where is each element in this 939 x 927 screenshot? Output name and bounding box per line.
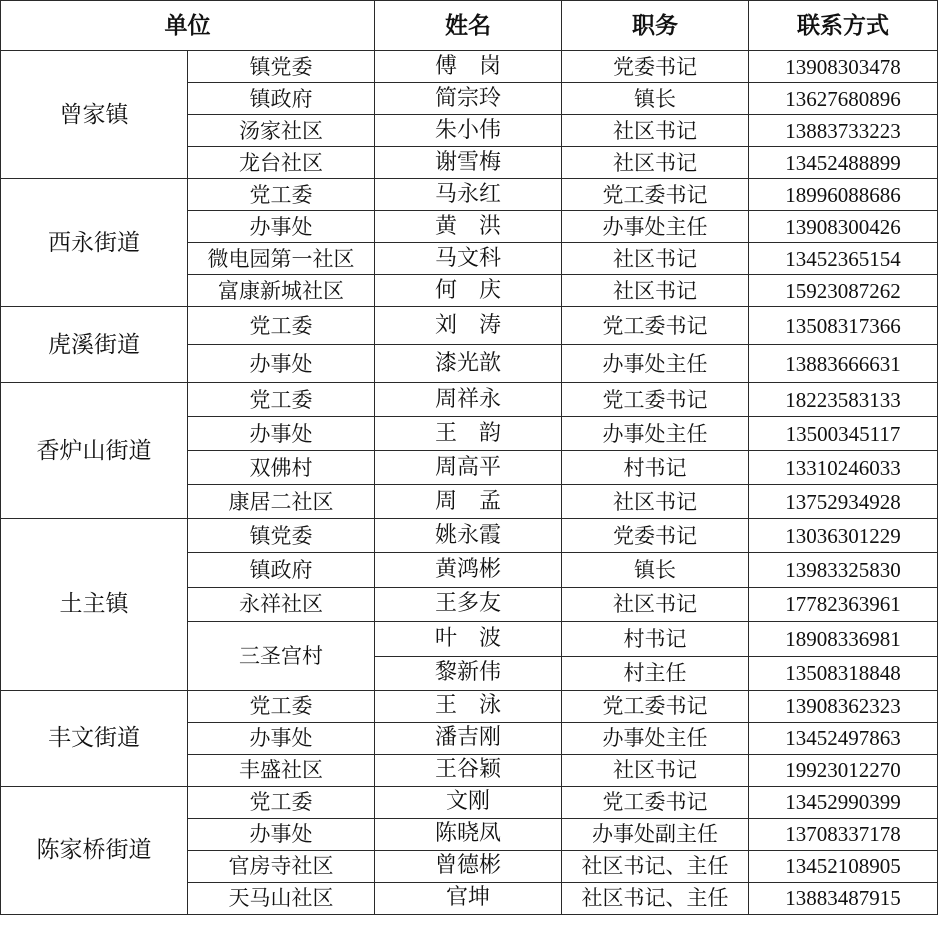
- person-name-cell: 朱小伟: [375, 115, 562, 147]
- phone-cell: 18223583133: [749, 383, 938, 417]
- position-cell: 党工委书记: [562, 786, 749, 818]
- unit-cell: 丰盛社区: [188, 754, 375, 786]
- person-name-cell: 曾德彬: [375, 850, 562, 882]
- person-name-cell: 傅 岗: [375, 51, 562, 83]
- unit-cell: 党工委: [188, 786, 375, 818]
- unit-cell: 富康新城社区: [188, 275, 375, 307]
- position-cell: 村主任: [562, 656, 749, 690]
- person-name-cell: 简宗玲: [375, 83, 562, 115]
- phone-cell: 13452488899: [749, 147, 938, 179]
- person-name-cell: 周高平: [375, 451, 562, 485]
- unit-cell: 党工委: [188, 179, 375, 211]
- org-name-cell: 虎溪街道: [1, 307, 188, 383]
- person-name-cell: 叶 波: [375, 622, 562, 656]
- phone-cell: 13883666631: [749, 345, 938, 383]
- phone-cell: 13983325830: [749, 553, 938, 587]
- unit-cell: 办事处: [188, 818, 375, 850]
- position-cell: 村书记: [562, 451, 749, 485]
- phone-cell: 17782363961: [749, 587, 938, 621]
- unit-cell: 龙台社区: [188, 147, 375, 179]
- header-row: [1, 1, 938, 51]
- table-row: [1, 51, 938, 83]
- phone-cell: 13708337178: [749, 818, 938, 850]
- phone-cell: 19923012270: [749, 754, 938, 786]
- person-name-cell: 潘吉刚: [375, 722, 562, 754]
- unit-cell: 永祥社区: [188, 587, 375, 621]
- org-name-cell: 香炉山街道: [1, 383, 188, 519]
- person-name-cell: 何 庆: [375, 275, 562, 307]
- unit-cell: 办事处: [188, 417, 375, 451]
- table-row: [1, 690, 938, 722]
- header-contact: 联系方式: [749, 1, 938, 51]
- unit-cell: 党工委: [188, 307, 375, 345]
- table-row: [1, 179, 938, 211]
- header-unit: 单位: [1, 1, 375, 51]
- person-name-cell: 陈晓凤: [375, 818, 562, 850]
- position-cell: 党委书记: [562, 519, 749, 553]
- person-name-cell: 王 泳: [375, 690, 562, 722]
- unit-cell: 微电园第一社区: [188, 243, 375, 275]
- unit-cell: 镇政府: [188, 83, 375, 115]
- phone-cell: 13508317366: [749, 307, 938, 345]
- person-name-cell: 王 韵: [375, 417, 562, 451]
- position-cell: 社区书记: [562, 754, 749, 786]
- phone-cell: 13452108905: [749, 850, 938, 882]
- table-row: [1, 786, 938, 818]
- unit-cell: 汤家社区: [188, 115, 375, 147]
- phone-cell: 13500345117: [749, 417, 938, 451]
- unit-cell: 镇政府: [188, 553, 375, 587]
- phone-cell: 13036301229: [749, 519, 938, 553]
- position-cell: 党工委书记: [562, 179, 749, 211]
- position-cell: 社区书记: [562, 243, 749, 275]
- table-row: [1, 383, 938, 417]
- position-cell: 办事处主任: [562, 722, 749, 754]
- unit-cell: 镇党委: [188, 51, 375, 83]
- phone-cell: 13627680896: [749, 83, 938, 115]
- phone-cell: 13508318848: [749, 656, 938, 690]
- unit-cell: 办事处: [188, 722, 375, 754]
- unit-cell: 官房寺社区: [188, 850, 375, 882]
- position-cell: 办事处主任: [562, 417, 749, 451]
- phone-cell: 15923087262: [749, 275, 938, 307]
- person-name-cell: 刘 涛: [375, 307, 562, 345]
- table-body: [1, 51, 938, 915]
- org-name-cell: 陈家桥街道: [1, 786, 188, 914]
- header-name: 姓名: [375, 1, 562, 51]
- phone-cell: 13908300426: [749, 211, 938, 243]
- position-cell: 党工委书记: [562, 307, 749, 345]
- phone-cell: 13883733223: [749, 115, 938, 147]
- position-cell: 党工委书记: [562, 690, 749, 722]
- person-name-cell: 谢雪梅: [375, 147, 562, 179]
- unit-cell: 康居二社区: [188, 485, 375, 519]
- unit-cell: 双佛村: [188, 451, 375, 485]
- unit-cell: 党工委: [188, 383, 375, 417]
- person-name-cell: 漆光歆: [375, 345, 562, 383]
- org-name-cell: 西永街道: [1, 179, 188, 307]
- phone-cell: 18908336981: [749, 622, 938, 656]
- phone-cell: 13452365154: [749, 243, 938, 275]
- position-cell: 社区书记、主任: [562, 882, 749, 914]
- org-name-cell: 土主镇: [1, 519, 188, 691]
- position-cell: 镇长: [562, 83, 749, 115]
- person-name-cell: 周祥永: [375, 383, 562, 417]
- unit-cell: 天马山社区: [188, 882, 375, 914]
- phone-cell: 18996088686: [749, 179, 938, 211]
- position-cell: 社区书记、主任: [562, 850, 749, 882]
- person-name-cell: 王多友: [375, 587, 562, 621]
- phone-cell: 13752934928: [749, 485, 938, 519]
- person-name-cell: 黄鸿彬: [375, 553, 562, 587]
- unit-cell: 镇党委: [188, 519, 375, 553]
- position-cell: 镇长: [562, 553, 749, 587]
- position-cell: 办事处主任: [562, 211, 749, 243]
- person-name-cell: 姚永霞: [375, 519, 562, 553]
- position-cell: 社区书记: [562, 275, 749, 307]
- table-row: [1, 519, 938, 553]
- org-name-cell: 曾家镇: [1, 51, 188, 179]
- phone-cell: 13452497863: [749, 722, 938, 754]
- person-name-cell: 周 孟: [375, 485, 562, 519]
- phone-cell: 13908303478: [749, 51, 938, 83]
- person-name-cell: 马文科: [375, 243, 562, 275]
- person-name-cell: 文刚: [375, 786, 562, 818]
- phone-cell: 13452990399: [749, 786, 938, 818]
- org-name-cell: 丰文街道: [1, 690, 188, 786]
- position-cell: 党委书记: [562, 51, 749, 83]
- unit-cell: 办事处: [188, 345, 375, 383]
- phone-cell: 13908362323: [749, 690, 938, 722]
- person-name-cell: 马永红: [375, 179, 562, 211]
- position-cell: 社区书记: [562, 485, 749, 519]
- unit-cell: 党工委: [188, 690, 375, 722]
- position-cell: 办事处主任: [562, 345, 749, 383]
- person-name-cell: 黄 洪: [375, 211, 562, 243]
- position-cell: 村书记: [562, 622, 749, 656]
- unit-cell: 三圣宫村: [188, 622, 375, 691]
- phone-cell: 13883487915: [749, 882, 938, 914]
- person-name-cell: 黎新伟: [375, 656, 562, 690]
- position-cell: 党工委书记: [562, 383, 749, 417]
- position-cell: 办事处副主任: [562, 818, 749, 850]
- unit-cell: 办事处: [188, 211, 375, 243]
- position-cell: 社区书记: [562, 587, 749, 621]
- position-cell: 社区书记: [562, 115, 749, 147]
- position-cell: 社区书记: [562, 147, 749, 179]
- person-name-cell: 王谷颖: [375, 754, 562, 786]
- person-name-cell: 官坤: [375, 882, 562, 914]
- phone-cell: 13310246033: [749, 451, 938, 485]
- header-position: 职务: [562, 1, 749, 51]
- table-row: [1, 307, 938, 345]
